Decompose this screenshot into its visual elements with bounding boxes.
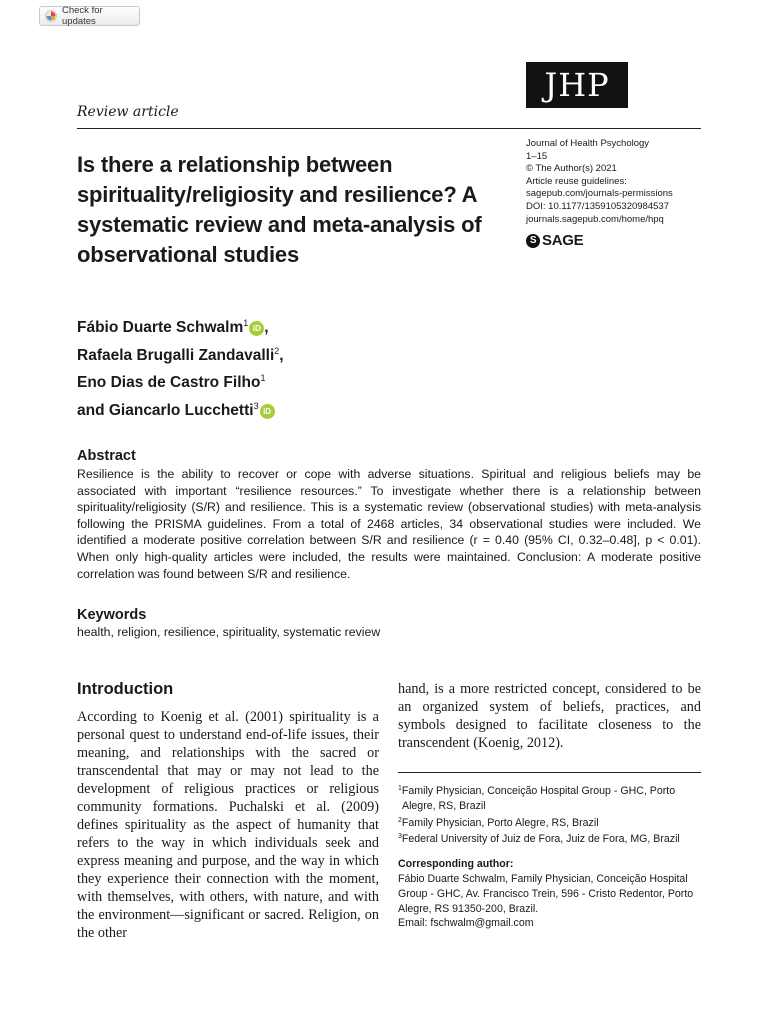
author-affiliation-mark: 2 — [274, 345, 280, 356]
affiliation-number: 3 — [398, 833, 402, 841]
author-name: Eno Dias de Castro Filho — [77, 374, 261, 391]
affiliation-number: 2 — [398, 816, 402, 824]
author-line — [77, 367, 284, 395]
affiliation-item — [398, 830, 701, 847]
orcid-icon[interactable]: iD — [260, 404, 275, 419]
author-line — [77, 340, 284, 368]
permissions-link[interactable]: sagepub.com/journals-permissions — [526, 188, 673, 200]
article-type: Review article — [77, 104, 179, 120]
page-range: 1–15 — [526, 150, 548, 162]
corresponding-author-address: Fábio Duarte Schwalm, Family Physician, Conceição Hospital Group - GHC, Av. Francisco Trein, 596 - Cristo Redentor, Porto Alegre, RS 91350-200, Brazil. — [398, 872, 694, 915]
orcid-icon[interactable]: iD — [249, 321, 264, 336]
affiliation-number: 1 — [398, 785, 402, 792]
copyright: © The Author(s) 2021 — [526, 163, 617, 175]
journal-logo-text: JHP — [544, 66, 610, 104]
article-title: Is there a relationship between spirituality/religiosity and resilience? A systematic review and meta-analysis of observational studies — [77, 152, 482, 267]
sage-s-icon: S — [526, 234, 540, 248]
author-name: Fábio Duarte Schwalm — [77, 319, 244, 336]
crossmark-icon — [45, 10, 57, 22]
journal-meta — [526, 138, 726, 226]
keywords-heading: Keywords — [77, 607, 147, 623]
check-for-updates-button[interactable] — [39, 6, 140, 26]
check-for-updates-label: Check for updates — [62, 5, 103, 27]
journal-name: Journal of Health Psychology — [526, 138, 650, 149]
doi-link[interactable]: DOI: 10.1177/1359105320984537 — [526, 200, 669, 212]
author-list — [77, 312, 284, 422]
reuse-label: Article reuse guidelines: — [526, 175, 627, 187]
abstract-text: Resilience is the ability to recover or cope with adverse situations. Spiritual and religious beliefs may be associated with important “resilience resources.” To investigate whether there is a relationship between spirituality/religiosity (S/R) and resilience. This is a systematic review (observational studies) with meta-analysis following the PRISMA guidelines. From a total of 2468 articles, 34 observational studies were included. We identified a moderate positive correlation between S/R and resilience (r = 0.40 (95% CI, 0.32–0.48], p < 0.01). When only high-quality articles were included, the results were maintained. Conclusion: A moderate positive correlation was found between S/R and resilience. — [77, 467, 701, 581]
affiliation-text: Family Physician, Porto Alegre, RS, Brazil — [401, 816, 599, 829]
author-separator: , — [279, 346, 284, 364]
author-affiliation-mark: 3 — [253, 400, 259, 411]
author-line — [77, 395, 284, 423]
author-affiliation-mark: 1 — [243, 318, 249, 328]
sage-logo — [526, 232, 583, 249]
introduction-heading: Introduction — [77, 680, 174, 698]
affiliation-text: Family Physician, Conceição Hospital Group - GHC, Porto Alegre, RS, Brazil — [401, 785, 676, 812]
journal-logo — [526, 62, 628, 108]
abstract-heading: Abstract — [77, 448, 136, 464]
author-affiliation-mark: 1 — [260, 373, 266, 383]
affiliation-item — [398, 814, 701, 831]
affiliation-text: Federal University of Juiz de Fora, Juiz de Fora, MG, Brazil — [401, 833, 680, 846]
keywords-text: health, religion, resilience, spirituality, systematic review — [77, 625, 381, 639]
corresponding-author-email[interactable]: Email: fschwalm@gmail.com — [398, 917, 534, 930]
author-name: Rafaela Brugalli Zandavalli — [77, 346, 275, 364]
affiliation-item — [398, 782, 701, 814]
author-line — [77, 312, 284, 340]
introduction-column-2: hand, is a more restricted concept, considered to be an organized system of beliefs, practices, and symbols designed to facilitate closeness to the transcendent (Koenig, 2012). — [398, 681, 701, 751]
sage-logo-text: SAGE — [542, 232, 584, 249]
corresponding-author-heading: Corresponding author: — [398, 858, 514, 871]
footnotes — [398, 782, 701, 931]
author-name: and Giancarlo Lucchetti — [77, 401, 254, 419]
journal-home-link[interactable]: journals.sagepub.com/home/hpq — [526, 213, 664, 225]
header-divider — [77, 128, 701, 129]
introduction-column-1: According to Koenig et al. (2001) spirituality is a personal quest to understand end-of-life issues, their meaning, and relationships with the sacred or transcendental that may or may not lead to the development of religious practices or religious community formations. Puchalski et al. (2009) defines spirituality as the aspect of humanity that refers to the way in which individuals seek and express meaning and purpose, and the way in which they experience their connection with the moment, with themselves, with others, with nature, and with the environment—significant or sacred. Religion, on the other — [77, 709, 379, 941]
footnote-divider — [398, 772, 701, 773]
author-separator: , — [264, 319, 269, 336]
